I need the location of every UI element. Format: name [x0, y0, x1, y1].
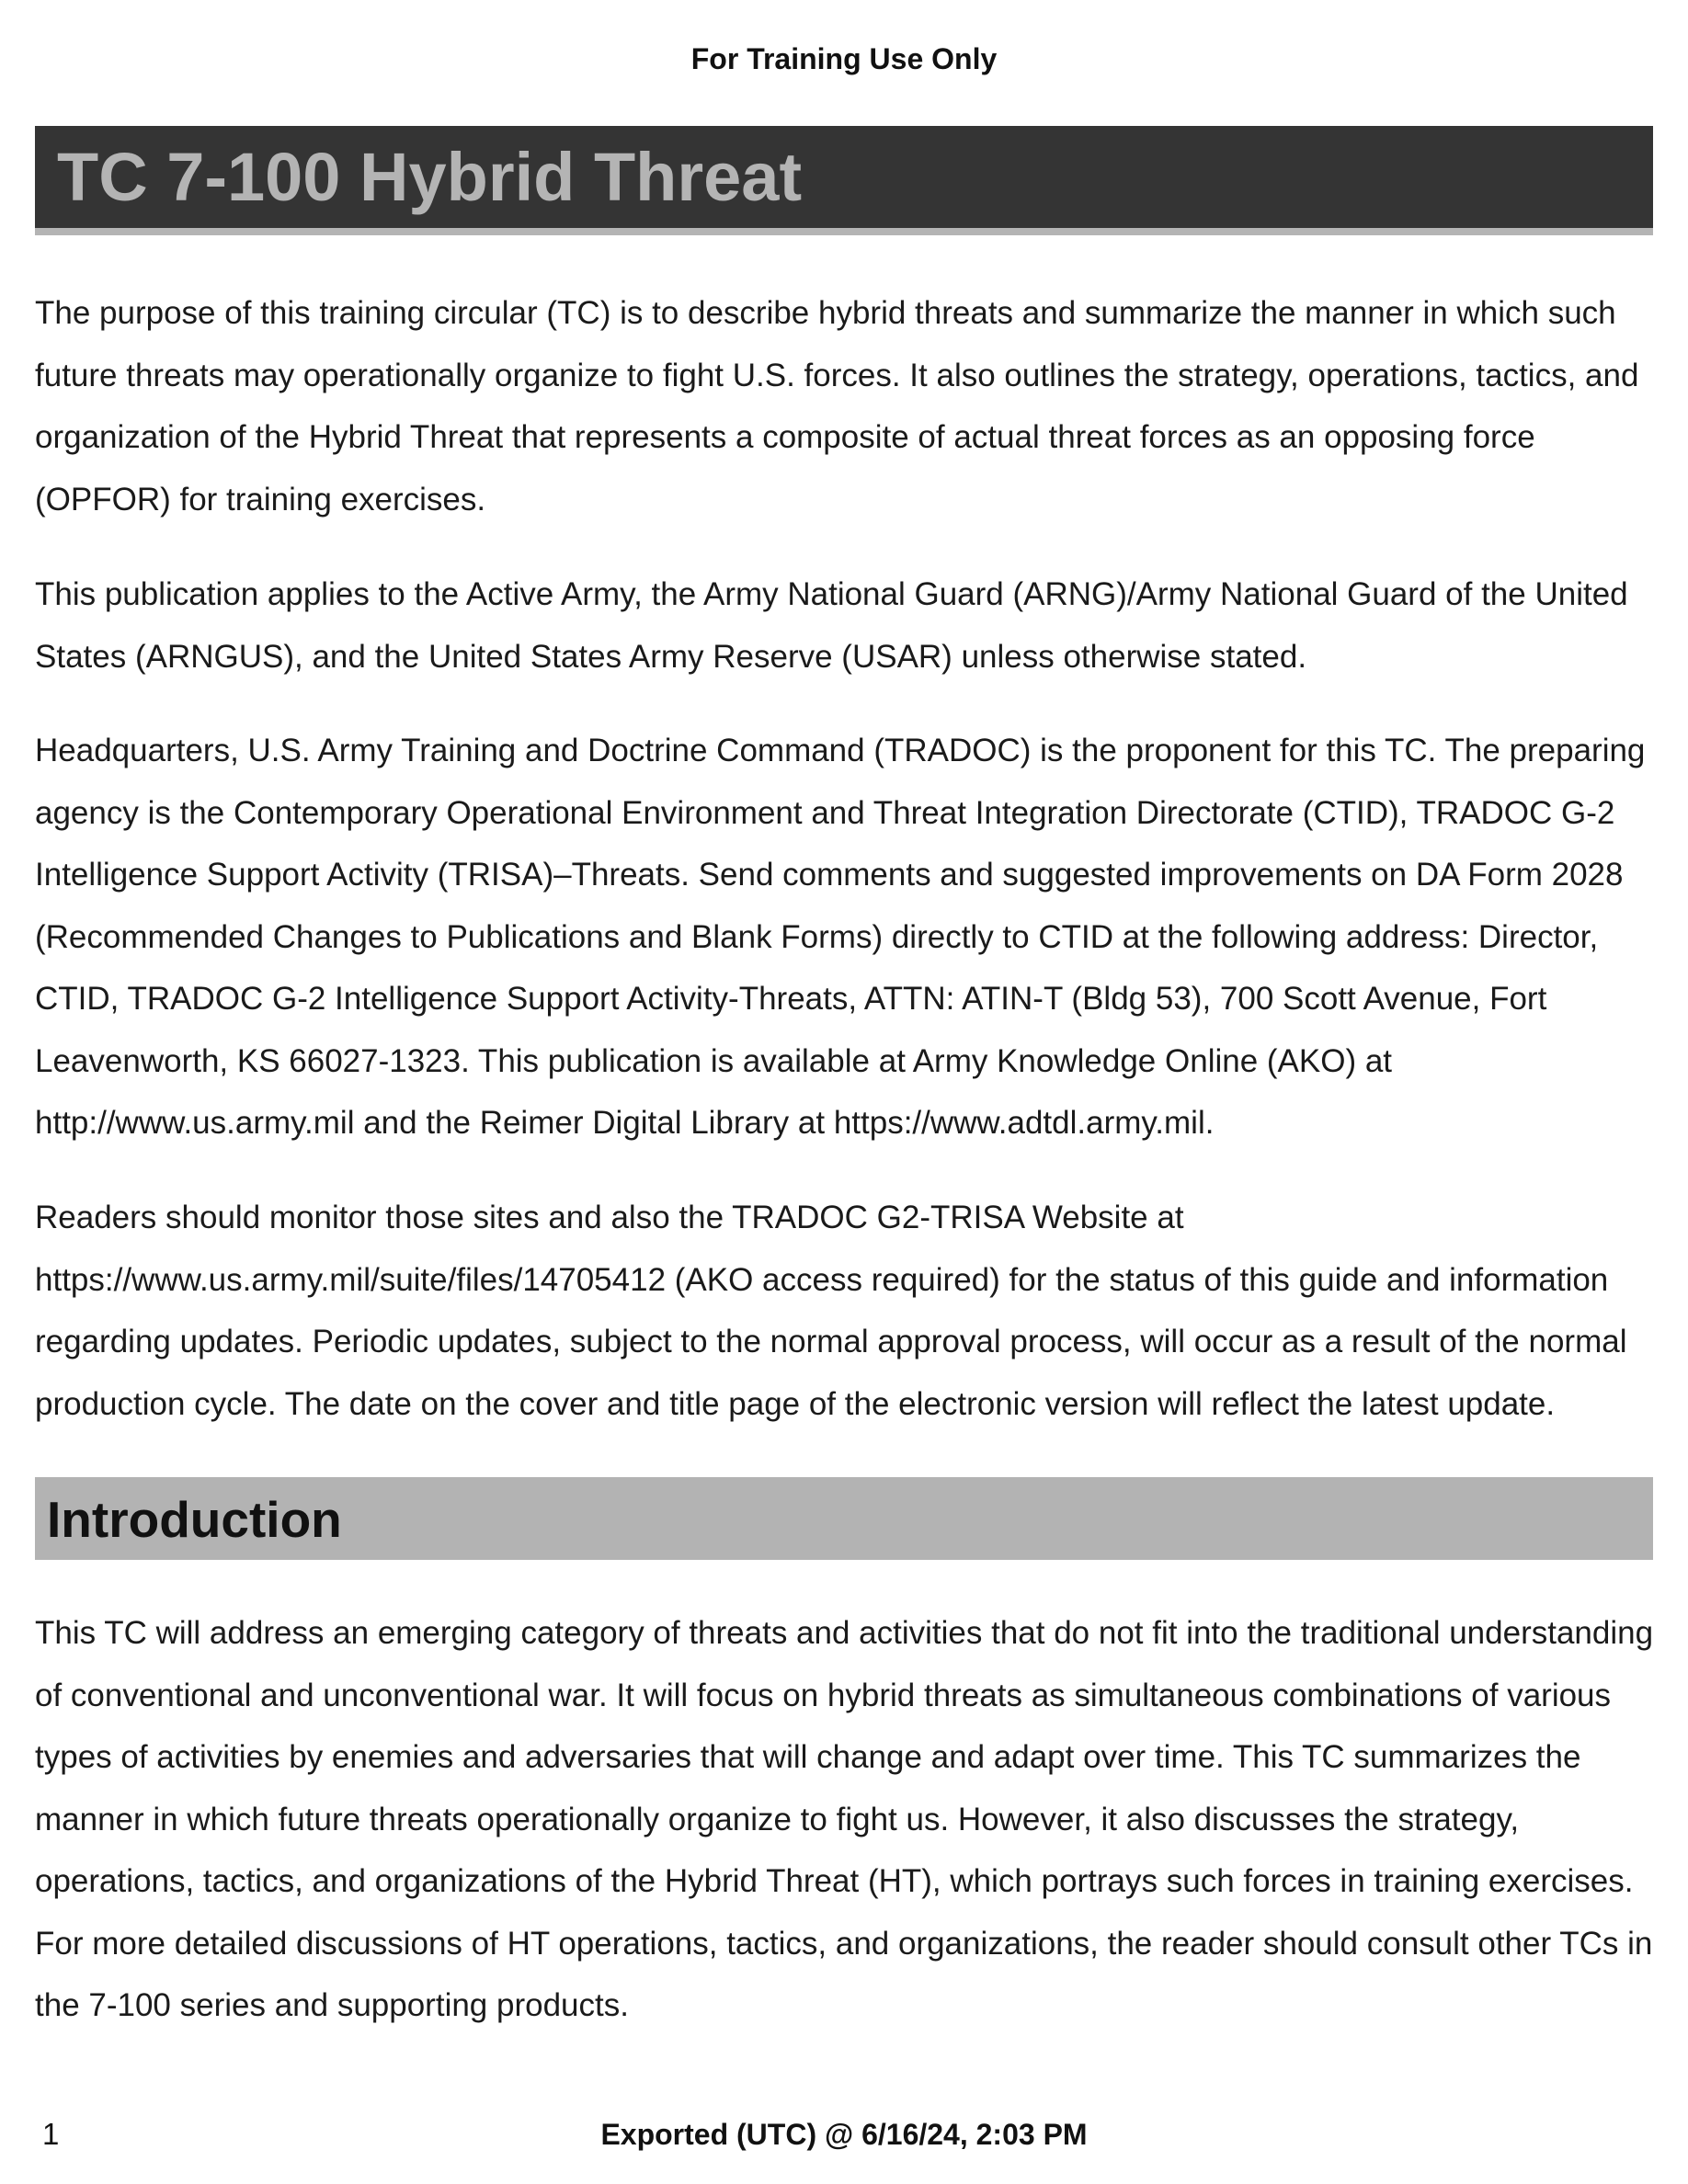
- section-heading-introduction: Introduction: [47, 1491, 342, 1548]
- page-number: 1: [42, 2117, 60, 2151]
- page-footer-export-note: Exported (UTC) @ 6/16/24, 2:03 PM: [600, 2118, 1088, 2151]
- page-header-marking: For Training Use Only: [690, 42, 998, 75]
- paragraph-proponent: Headquarters, U.S. Army Training and Doctrine Command (TRADOC) is the proponent for this TC. The preparing agency is the Contemporary Operational Environment and Threat Integration Directorate (CTID), TRADOC G-2 Intelligence Support Activity (TRISA)–Threats. Send comments and suggested improvements on DA Form 2028 (Recommended Changes to Publications and Blank Forms) directly to CTID at the following address: Director, CTID, TRADOC G-2 Intelligence Support Activity-Threats, ATTN: ATIN-T (Bldg 53), 700 Scott Avenue, Fort Leavenworth, KS 66027-1323. This publication is available at Army Knowledge Online (AKO) at http://www.us.army.mil and the Reimer Digital Library at https://www.adtdl.army.mil.: [35, 733, 1646, 1141]
- paragraph-updates: Readers should monitor those sites and also the TRADOC G2-TRISA Website at https://www.us.army.mil/suite/files/14705412 (AKO access required) for the status of this guide and information regarding updates. Periodic updates, subject to the normal approval process, will occur as a result of the normal production cycle. The date on the cover and title page of the electronic version will reflect the latest update.: [35, 1200, 1627, 1422]
- title-banner: [35, 126, 1653, 235]
- section-banner-introduction: [35, 1477, 1653, 1560]
- paragraph-purpose: The purpose of this training circular (TC) is to describe hybrid threats and summarize the manner in which such future threats may operationally organize to fight U.S. forces. It also outlines the strategy, operations, tactics, and organization of the Hybrid Threat that represents a composite of actual threat forces as an opposing force (OPFOR) for training exercises.: [35, 295, 1639, 518]
- paragraph-introduction: This TC will address an emerging category of threats and activities that do not fit into the traditional understanding of conventional and unconventional war. It will focus on hybrid threats as simultaneous combinations of various types of activities by enemies and adversaries that will change and adapt over time. This TC summarizes the manner in which future threats operationally organize to fight us. However, it also discusses the strategy, operations, tactics, and organizations of the Hybrid Threat (HT), which portrays such forces in training exercises. For more detailed discussions of HT operations, tactics, and organizations, the reader should consult other TCs in the 7-100 series and supporting products.: [35, 1615, 1654, 2023]
- document-title: TC 7-100 Hybrid Threat: [57, 139, 803, 215]
- paragraph-applicability: This publication applies to the Active Army, the Army National Guard (ARNG)/Army National Guard of the United States (ARNGUS), and the United States Army Reserve (USAR) unless otherwise stated.: [35, 576, 1628, 675]
